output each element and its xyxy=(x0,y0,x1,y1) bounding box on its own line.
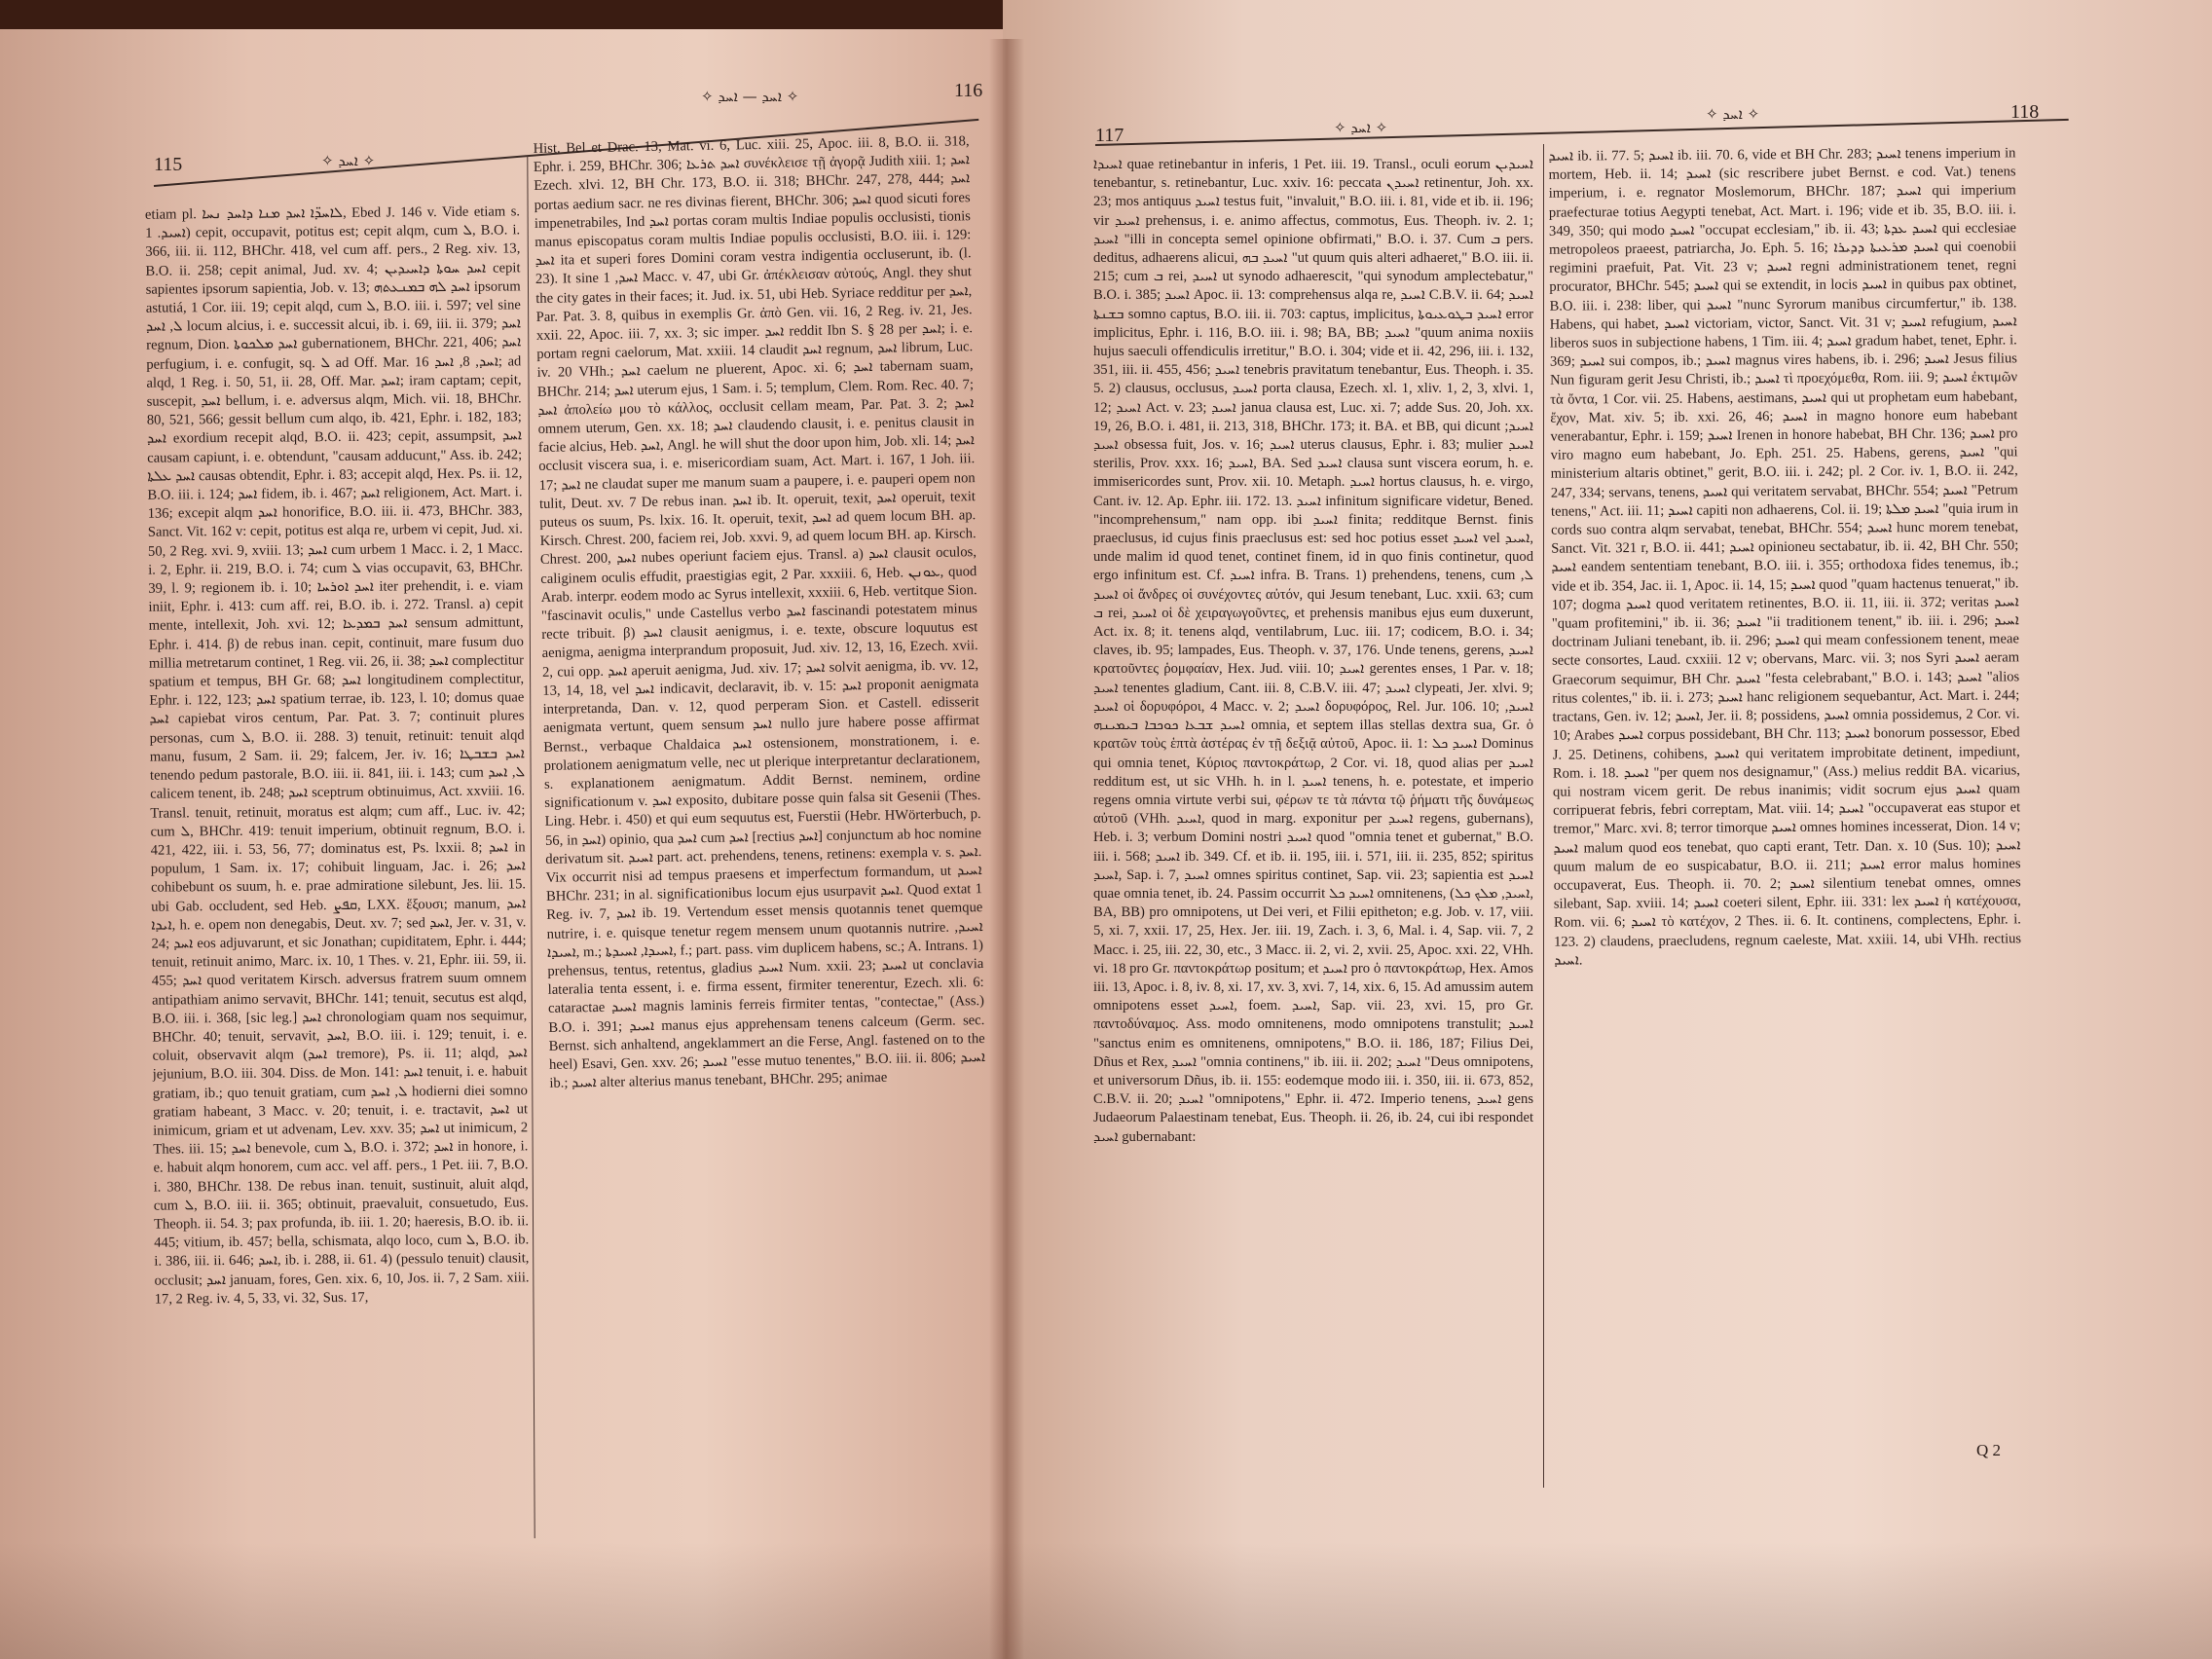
signature-mark: Q 2 xyxy=(1976,1441,2002,1459)
header-ornament-right-1: ✧ ܐܚܕ ✧ xyxy=(1334,119,1388,136)
page-shadow xyxy=(0,1542,1003,1659)
header-ornament-right-2: ✧ ܐܚܕ ✧ xyxy=(1706,105,1760,123)
page-number-118: 118 xyxy=(2010,101,2040,123)
page-number-117: 117 xyxy=(1095,125,1124,146)
column-3-text: ܐܚܝܕܐ quae retinebantur in inferis, 1 Pet. iii. 19. Transl., oculi eorum ܐܚܝܕܝܢ tenebantur, s. retinebantur, Luc. xxiv. 16: peccata ܐܚܝܕܢ retinentur, Joh. xx. 23; mos antiquus ܐܚܝܕ testus fuit, "invaluit," B.O. iii. i. 81, vide et ib. ii. 196; vir ܐܚܝܕ prehensus, i. e. animo affectus, commotus, Eus. Theoph. iv. 2. 1; ܐܚܝܕ "illi in concepta semel opinione obfirmati," B.O. i. 37. Cum ܒ pers. deditus, adhaerens alicui, ܐܚܝܕ ܒܗ "ut quum quis alteri adhaeret," B.O. iii. ii. 215; cum ܒ rei, ܐܚܝܕ ut synodo adhaerescit, "qui synodum amplectebatur," B.O. i. 385; ܐܚܝܕ Apoc. ii. 13: comprehensus alqa re, ܐܚܝܕ C.B.V. ii. 64; ܐܚܝܕ ܒܫܢܬܐ somno captus, B.O. iii. ii. 703: captus, implicitus, ܐܚܝܕ ܒܛܘܥܝܘܬܐ error implicitus, Ephr. i. 116, B.O. iii. i. 98; BA, BB; ܐܚܝܕ "quum anima noxiis hujus saeculi offendiculis irretitur," B.O. i. 304; vide et ii. 42, 296, iii. i. 132, 351, iii. ii. 455, 456; ܐܚܝܕ tenebris pravitatum tenebantur, Eus. Theoph. i. 35. 5. 2) clausus, occlusus, ܐܚܝܕ porta clausa, Ezech. xl. 1, xliv. 1, 2, 3, xlvi. 1, 12; ܐܚܝܕ Act. v. 23; ܐܚܝܕ janua clausa est, Luc. xi. 7; adde Sus. 20, Joh. xx. 19, 26, B.O. i. 481, ii. 213, 318, BHChr. 173; it. BA. et BB, qui dicunt ܐܚܝܕ; ܐܚܝܕ obsessa fuit, Jos. v. 16; ܐܚܝܕ uterus clausus, Ephr. i. 83; mulier ܐܚܝܕ sterilis, Prov. xxx. 16; ܐܚܝܕ, BA. Sed ܐܚܝܕ clausa sunt viscera eorum, h. e. immisericordes sunt, Prov. xii. 10. Metaph. ܐܚܝܕ hortus clausus, h. e. virgo, Cant. iv. 12. Ap. Ephr. iii. 172. 13. ܐܚܝܕ infinitum significare videtur, Bened. "incomprehensum," nam opp. ibi ܐܚܝܕ finita; redditque Bernst. finis praeclusus, id cujus finis praeclusus est: sed hoc potius esset ܐܚܝܕ vel ܐܚܝܕ, unde malim id quod tenet, continet finem, id in quo finis continetur, quod ergo infinitum est. Cf. ܐܚܝܕ infra. B. Trans. 1) prehendens, tenens, cum ܠ, ܐܚܝܕ οἱ ἄνδρες οἱ συνέχοντες αὐτόν, qui Jesum tenebant, Luc. xxii. 63; cum ܒ rei, ܐܚܝܕ οἱ δὲ χειραγωγοῦντες, et prehensis manibus ejus eum duxerunt, Act. ix. 8; it. tenens alqd, ventilabrum, Luc. iii. 17; codicem, B.O. i. 34; claves, ib. 95; lampades, Eus. Theoph. v. 37, 176. Unde tenens, gerens, ܐܚܝܕ κρατοῦντες ῥομφαίαν, Hex. Jud. viii. 10; ܐܚܝܕ gerentes enses, 1 Par. v. 18; ܐܚܝܕ tenentes gladium, Cant. iii. 8, C.B.V. iii. 47; ܐܚܝܕ clypeati, Jer. xlvi. 9; ܐܚܝܕ οἱ δορυφόροι, 4 Macc. v. 2; ܐܚܝܕ δορυφόρος, Rel. Jur. 106. 10; ܐܚܝܕ, ܐܚܝܕ ܫܒܥܐ ܟܘܟܒܐ ܒܝܡܝܢܗ omnia, et septem illas stellas dextra sua, Gr. ὁ κρατῶν τοὺς ἑπτὰ ἀστέρας ἐν τῇ δεξιᾷ αὐτοῦ, Apoc. ii. 1: ܐܚܝܕ ܟܠ Dominus qui omnia tenet, Κύριος παντοκράτωρ, 2 Cor. vi. 18, quod alias per ܐܚܝܕ redditum est, ut sic VHh. h. in l. ܐܚܝܕ tenens, h. e. potestate, et imperio regens omnia virtute verbi sui, φέρων τε τὰ πάντα τῷ ῥήματι τῆς δυνάμεως αὐτοῦ (VHh. ܐܚܝܕ, quod in marg. exponitur per ܐܚܝܕ regens, gubernans), Heb. i. 3; verbum Domini nostri ܐܚܝܕ quod "omnia tenet et gubernat," B.O. iii. i. 568; ܐܚܝܕ ib. 349. Cf. et ib. ii. 195, iii. i. 571, iii. ii. 235, 852; spiritus ܐܚܝܕ, Sap. i. 7, ܐܚܝܕ omnes spiritus continet, Sap. vii. 23; sapientia est ܐܚܝܕ quae omnia tenet, ib. 24. Passim occurrit ܐܚܝܕ ܟܠ omnitenens, (ܐܚܝܕ, ܡܠܟ ܟܠ, BA, BB) pro omnipotens, ut Dei veri, et Filii epitheton; e.g. Job. v. 17, viii. 5, xi. 7, xxii. 17, 25, Hex. Jer. iii. 19, Zach. i. 3, 6, Mal. i. 4, Sap. vii. 7, 2 Macc. i. 25, iii. 22, 30, etc., 3 Macc. ii. 2, vi. 2, xvii. 25, Apoc. xxi. 22, VHh. vi. 18 pro Gr. παντοκράτωρ positum; et ܐܚܝܕ pro ὁ παντοκράτωρ, Hex. Amos iii. 13, Apoc. i. 8, iv. 8, xi. 17, xv. 3, xvi. 7, 14, xix. 6, 15. Ad amussim autem omnipotens esset ܐܚܝܕ, foem. ܐܚܝܕ, Sap. vii. 23, xvi. 15, pro Gr. παντοδύναμος. Ass. modo omnitenens, modo omnipotens transtulit; ܐܚܝܕ "sanctus enim es omnitenens, omnipotens," B.O. ii. 186, 187; Filius Dei, Dñus et Rex, ܐܚܝܕ "omnia continens," ib. iii. ii. 202; ܐܚܝܕ "Deus omnipotens, et universorum Dñus, ib. ii. 155: eodemque modo iii. i. 350, iii. ii. 673, 852, C.B.V. ii. 20; ܐܚܝܕ "omnipotens," Ephr. ii. 472. Imperio tenens, ܐܚܝܕ gens Judaeorum Palaestinam tenebat, Eus. Theoph. ii. 26, ib. 24, cui ibi respondet ܐܚܝܕ gubernabant: xyxy=(1093,157,1533,1145)
left-page xyxy=(0,29,1003,1659)
header-ornament-left: ✧ ܐܚܕ ✧ xyxy=(321,152,376,169)
column-4 xyxy=(1548,144,2024,1432)
header-ornament-center: ✧ ܐܚܕ — ܐܚܕ ✧ xyxy=(701,88,799,105)
column-divider-right xyxy=(1543,144,1544,1488)
column-2-text: Hist. Bel et Drac. 13, Mat. vi. 6, Luc. xiii. 25, Apoc. iii. 8, B.O. ii. 318, Ephr. i. 259, BHChr. 306; ܐܚܕ ܬܪܥܐ συνέκλεισε τῇ ἀγορᾷ Judith xiii. 1; ܐܚܕ Ezech. xlvi. 12, BH Chr. 173, B.O. ii. 318; BHChr. 247, 278, 444; ܐܚܕ portas aedium sacr. ne res divinas fierent, BHChr. 306; ܐܚܕ quod sicuti fores impenetrabiles, Ind ܐܚܕ portas coram multis Indiae populis occlusisti, tionis manus episcopatus coram multis Indiae populis occlusisti, B.O. iii. i. 129: ܐܚܕ ita et superi fores Domini coram vestra indigentia occluserunt, ib. (l. 23). It sine ܐܚܕ, 1 Macc. v. 47, ubi Gr. ἀπέκλεισαν αὐτούς, Angl. they shut the city gates in their faces; it. Jud. ix. 51, ubi Heb. Syriace redditur per ܐܚܕ, Par. Pat. 3. 8, quibus in exemplis Gr. ἀπὸ Gen. vii. 16, 2 Reg. iv. 21, Jes. xxii. 22, Apoc. iii. 7, xx. 3; sic imper. ܐܚܕ reddit Ibn S. § 28 per ܐܚܕ; i. e. portam regni caelorum, Mat. xxiii. 14 claudit ܐܚܕ regnum, ܐܚܕ librum, Luc. iv. 20 VHh.; ܐܚܕ caelum ne pluerent, Apoc. xi. 6; ܐܚܕ tabernam suam, BHChr. 214; ܐܚܕ uterum ejus, 1 Sam. i. 5; templum, Clem. Rom. Rec. 40. 7; ܐܚܕ ἀπολείω μου τὸ κάλλος, occlusit cellam meam, Par. Pat. 3. 2; ܐܚܕ omnem uterum, Gen. xx. 18; ܐܚܕ claudendo clausit, i. e. penitus clausit in facie alcius, Heb. ܐܚܕ, Angl. he will shut the door upon him, Job. xli. 14; ܐܚܕ occlusit viscera sua, i. e. misericordiam suam, Act. Mart. i. 167, 1 Joh. iii. 17; ܐܚܕ ne claudat super me manum suam a paupere, i. e. pauperi opem non tulit, Deut. xv. 7 De rebus inan. ܐܚܕ ib. It. operuit, texit, ܐܚܕ operuit, texit puteus os suum, Ps. lxix. 16. It. operuit, texit, ܐܚܕ ad quem locum BH. ap. Kirsch. Chrest. 200, faciem rei, Job. xxvi. 9, ad quem locum BH. ap. Kirsch. Chrest. 200, ܐܚܕ nubes operiunt faciem ejus. Transl. a) ܐܚܕ clausit oculos, caliginem oculis effudit, praestigias egit, 2 Par. xxxiii. 6, Heb. ܥܘܢܢ, quod Arab. interpr. eodem modo ac Syrus intellexit, xxxiii. 6, Heb. vertitque Sion. "fascinavit oculis," unde Castellus verbo ܐܚܕ fascinandi potestatem minus recte tribuit. β) ܐܚܕ clausit aenigmus, i. e. texte, obscure loquutus est aenigma, aenigma interprandum proposuit, Jud. xiv. 12, 13, 16, Ezech. xvii. 2, cui opp. ܐܚܕ aperuit aenigma, Jud. xiv. 17; ܐܚܕ solvit aenigma, ib. vv. 12, 13, 14, 18, vel ܐܚܕ indicavit, declaravit, ib. v. 15: ܐܚܕ proponit aenigmata interpretanda, Dan. v. 12, quod perperam Sion. et Castell. edisserit aenigmata vertunt, quem sensum ܐܚܕ nullo jure habere posse affirmat Bernst., verbaque Chaldaica ܐܚܕ ostensionem, monstrationem, i. e. prolationem aenigmatum velle, nec ut plerique interpretantur declarationem, s. explanationem aenigmatum. Addit Bernst. neminem, ordine significationum v. ܐܚܕ exposito, dubitare posse quin falsa sit Gesenii (Thes. Ling. Hebr. i. 450) et qui eum sequutus est, Fuerstii (Hebr. HWörterbuch, p. 56, in ܐܚܕ) opinio, qua ܐܚܕ cum ܐܚܕ [rectius ܐܚܕ] conjunctum ab hoc nomine derivatum sit. ܐܚܝܕ part. act. prehendens, tenens, retinens: exempla v. s. ܐܚܕ. Vix occurrit nisi ad tempus praesens et imperfectum formandum, ut ܐܚܝܕ BHChr. 231; in al. significationibus locum ejus usurpavit ܐܚܕ. Quod extat 1 Reg. iv. 7, ܐܚܕ ib. 19. Vertendum esset mensis quotannis tenet quemque nutrire, i. e. quisque tenetur regem mensem unum quotannis nutrire. ܐܚܝܕ, ܐܚܝܕܐ, m.; ܐܚܝܕܐ, ܐܚܝܕܬܐ, f.; part. pass. vim duplicem habens, sc.; A. Intrans. 1) prehensus, tentus, retentus, gladius ܐܚܝܕ Num. xxii. 23; ܐܚܝܕ ut conclavia lateralia tenta essent, i. e. firma essent, firmiter tenerentur, Ezech. xli. 6: cataractae ܐܚܝܕ magnis laminis ferreis firmiter tentas, "contectae," (Ass.) B.O. i. 391; ܐܚܝܕ manus ejus apprehensam tenens calceum (Germ. sec. Bernst. sich anhaltend, angeklammert an die Ferse, Angl. fastened on to the heel) Esavi, Gen. xxv. 26; ܐܚܝܕ "esse mutuo tenentes," B.O. iii. ii. 806; ܐܚܝܕ ib.; ܐܚܝܕ alter alterius manus tenebant, BHChr. 295; animae xyxy=(533,133,986,1092)
column-3 xyxy=(1093,156,1533,1480)
column-4-text: ܐܚܝܕ ib. ii. 77. 5; ܐܚܝܕ ib. iii. 70. 6, vide et BH Chr. 283; ܐܚܝܕ tenens imperium in mortem, Heb. ii. 14; ܐܚܝܕ (sic rescribere jubet Bernst. e cod. Vat.) tenens imperium, i. e. regnator Moslemorum, BHChr. 187; ܐܚܝܕ qui imperium praefecturae totius Aegypti tenebat, Act. Mart. i. 196; vide et ib. 35, B.O. iii. i. 349, 350; qui modo ܐܚܝܕ "occupat ecclesiam," ib. ii. 43; ܐܚܝܕ ܥܕܬܐ qui ecclesiae metropoleos praeest, patriarcha, Jo. Eph. 5. 16; ܐܚܝܕ ܡܪܥܝܬܐ ܕܕܝܪܐ qui coenobii regimini praefuit, Pat. Vit. 23 v; ܐܚܝܕ regni administrationem tenet, regni procurator, BHChr. 545; ܐܚܝܕ qui se extendit, in locis ܐܚܝܕ in quibus pax obtinet, B.O. iii. i. 238: liber, qui ܐܚܝܕ "nunc Syrorum manibus circumfertur," ib. 138. Habens, qui habet, ܐܚܝܕ victoriam, victor, Sanct. Vit. 31 v; ܐܚܝܕ refugium, ܐܚܝܕ liberos suos in subjectione habens, 1 Tim. iii. 4; ܐܚܝܕ gradum habet, tenet, Ephr. i. 369; ܐܚܝܕ sui compos, ib.; ܐܚܝܕ magnus vires habens, ib. i. 296; ܐܚܝܕ Jesus filius Nun figuram gerit Jesu Christi, ib.; ܐܚܝܕ τὶ προεχόμεθα, Rom. iii. 9; ܐܚܝܕ ἐκτιμῶν τὰ ὄντα, 1 Cor. vii. 25. Habens, aestimans, ܐܚܝܕ qui ut prophetam eum habebant, ἔχον, Mat. xiv. 5; ib. xxi. 26, 46; ܐܚܝܕ in magno honore eum habebant venerabantur, Ephr. i. 159; ܐܚܝܕ Irenen in honore habebat, BH Chr. 136; ܐܚܝܕ pro viro magno eum habebant, Jo. Eph. 251. 25. Habens, gerens, ܐܚܝܕ "qui ministerium altaris obtinet," gerit, B.O. iii. i. 242; pl. 2 Cor. iv. 1, B.O. ii. 242, 247, 334; servans, tenens, ܐܚܝܕ qui veritatem servabat, BHChr. 554; ܐܚܝܕ "Petrum tenens," Act. iii. 11; ܐܚܝܕ capiti non adhaerens, Col. ii. 19; ܐܚܝܕ ܡܠܬܐ "quia irum in cords suo contra alqm servabat, tenebat, BHChr. 554; ܐܚܝܕ hunc morem tenebat, Sanct. Vit. 321 r, B.O. ii. 441; ܐܚܝܕ opinioneu sectabatur, ib. ii. 42, BH Chr. 550; ܐܚܝܕ eandem sententiam tenebant, B.O. iii. i. 355; orthodoxa fides tenemus, ib.; vide et ib. 354, Jac. ii. 1, Apoc. ii. 14, 15; ܐܚܝܕ quod "quam hactenus tenuerat," ib. 107; dogma ܐܚܝܕ quod veritatem retinentes, B.O. ii. 11, iii. ii. 372; veritas ܐܚܝܕ "quam profitemini," ib. ii. 36; ܐܚܝܕ "ii traditionem tenent," ib. iii. i. 296; ܐܚܝܕ doctrinam Juliani tenebant, ib. ii. 296; ܐܚܝܕ qui meam confessionem tenent, meae secte consortes, Laud. cxxiii. 12 v; obervans, Marc. vii. 3; nos Syri ܐܚܝܕ aeram Graecorum sequimur, BH Chr. ܐܚܝܕ "festa celebrabant," B.O. i. 143; ܐܚܝܕ "alios ritus colentes," ib. ii. i. 273; ܐܚܝܕ hanc religionem sequebantur, Act. Mart. i. 244; tractans, Gen. iv. 12; ܐܚܝܕ, Jer. ii. 8; possidens, ܐܚܝܕ omnia possidemus, 2 Cor. vi. 10; Arabes ܐܚܝܕ corpus possidebant, BH Chr. 113; ܐܚܝܕ bonorum possessor, Ebed J. 25. Detinens, cohibens, ܐܚܝܕ qui veritatem improbitate detinent, impediunt, Rom. i. 18. ܐܚܝܕ "per quem nos designamur," (Ass.) melius reddit BA. vicarius, qui nostram vicem gerit. De rebus inanimis; vidit socrum ejus ܐܚܝܕ quam corripuerat febris, febri correptam, Mat. viii. 14; ܐܚܝܕ "occupaverat eas stupor et tremor," Marc. xvi. 8; terror timorque ܐܚܝܕ omnes homines incesserat, Dion. 14 v; ܐܚܝܕ malum quod eos tenebat, quo capti erant, Tetr. Dan. x. 10 (Sus. 10); ܐܚܝܕ quum malum de eo suspicabatur, B.O. ii. 211; ܐܚܝܕ error malus homines occupaverat, Eus. Theoph. ii. 70. 2; ܐܚܝܕ silentium tenebat omnes, omnes silebant, Sap. xviii. 14; ܐܚܝܕ coeteri silent, Ephr. iii. 331: lex ܐܚܝܕ ἡ κατέχουσα, Rom. vii. 6; ܐܚܝܕ τὸ κατέχον, 2 Thes. ii. 6. It. continens, complectens, Ephr. i. 123. 2) claudens, praecludens, regnum caeleste, Mat. xxiii. 14, ubi VHh. rectius ܐܚܝܕ. xyxy=(1548,145,2022,969)
header-rule-right xyxy=(1095,119,2069,146)
column-1-text: etiam pl. ܠܐܚܕ̈ܐ ܐܚܕ ܡܢܐ ܕܐܚܕ ܢܚܐ, Ebed J. 146 v. Vide etiam s. ܐܚܝܕ. 1) cepit, occupavit, potitus est; cepit alqm, cum ܠ, B.O. i. 366, iii. ii. 112, BHChr. 418, vel cum aff. pers., 2 Reg. xiv. 13, B.O. ii. 258; cepit animal, Jud. xv. 4; ܐܚܕ ܚܘܬܐ ܕܐܚܝܕܝܢ cepit sapientes ipsorum sapientia, Job. v. 13; ܐܚܕ ܠܗ ܒܡܢܥܬܗ ipsorum astutiá, 1 Cor. iii. 19; cepit alqd, cum ܠ, B.O. iii. i. 597; vel sine ܠ, ܐܚܕ locum alcius, i. e. successit alcui, ib. i. 69, iii. ii. 379; ܐܚܕ regnum, Dion. ܐܚܕ ܡܠܟܘܬܐ gubernationem, BHChr. 221, 406; ܐܚܕ perfugium, i. e. confugit, sq. ܠ ad Off. Mar. ܐܚܕ, 8, ܐܚܕ 16; ad alqd, 1 Reg. i. 50, 51, ii. 28, Off. Mar. ܐܚܕ; iram captam; cepit, suscepit, ܐܚܕ bellum, i. e. adversus alqm, Mich. vii. 18, BHChr. 80, 521, 566; gessit bellum cum alqo, ib. 421, Ephr. i. 182, 183; ܐܚܕ exordium recepit alqd, B.O. ii. 423; cepit, assumpsit, ܐܚܕ causam capiunt, i. e. obtendunt, "causam adducunt," Ass. ib. 242; ܐܚܕ ܥܠܬܐ causas obtendit, Ephr. i. 83; accepit alqd, Hex. Ps. ii. 12, B.O. iii. i. 124; ܐܚܕ fidem, ib. i. 467; ܐܚܕ religionem, Act. Mart. i. 136; excepit alqm ܐܚܕ honorifice, B.O. iii. ii. 473, BHChr. 383, Sanct. Vit. 162 v: cepit, potitus est alqa re, urbem vi cepit, Jud. xi. 50, 2 Reg. xvi. 9, xviii. 13; ܐܚܕ cum urbem 1 Macc. i. 2, 1 Macc. i. 2, Ephr. ii. 219, B.O. i. 74; cum ܠ vias occupavit, 63, BHChr. 39, l. 9; regionem ib. i. 10; ܐܚܕ ܐܘܪܚܐ iter prehendit, i. e. viam iniit, Ephr. i. 413: cum aff. rei, B.O. ib. i. 272. Transl. a) cepit mente, intellexit, Joh. xvi. 12; ܐܚܕ ܒܡܕܥܐ sensum admittunt, Ephr. i. 414. β) de rebus inan. cepit, continuit, mare fusum duo millia metretarum continet, 1 Reg. vii. 26, ii. 38; ܐܚܕ complectitur spatium et tempus, BH Gr. 68; ܐܚܕ longitudinem complectitur, Ephr. i. 122, 123; ܐܚܕ spatium terrae, ib. 123, l. 10; domus quae ܐܚܕ capiebat viros centum, Par. Pat. 3. 7; continuit plures personas, cum ܠ, B.O. ii. 288. 3) tenuit, retinuit: tenuit alqd manu, fusum, 2 Sam. ii. 29; falcem, Jer. iv. 16; ܐܚܕ ܒܫܒܛܐ tenendo pedum pastorale, B.O. iii. ii. 841, iii. i. 143; cum ܠ, ܐܚܕ calicem tenent, ib. 248; ܐܚܕ sceptrum obtinuimus, Act. xxviii. 16. Transl. tenuit, retinuit, moratus est alqm; cum aff., Luc. iv. 42; cum ܠ, BHChr. 419: tenuit imperium, obtinuit regnum, B.O. i. 421, 422, iii. i. 53, 56, 77; dominatus est, Ps. lxxii. 8; ܐܚܕ in populum, 1 Sam. ix. 17; cohibuit linguam, Jac. i. 26; ܐܚܕ cohibebunt os suum, h. e. prae admiratione silebunt, Jes. lii. 15. ubi Gab. occludent, sed Heb. ܩܦܨ, LXX. ἕξουσι; manum, ܐܚܕ ܐܝܕܐ, h. e. opem non denegabis, Deut. xv. 7; sed ܐܚܕ, Jer. v. 31, v. 24; ܐܚܕ eos adjuvarunt, et sic Jonathan; cupiditatem, Ephr. i. 444; tenuit, retinuit animo, Marc. ix. 10, 1 Thes. v. 21, Ephr. iii. 59, ii. 455; ܐܚܕ quod veritatem Kirsch. adversus fratrem suum omnem antipathiam animo servavit, BHChr. 141; tenuit, secutus est alqd, B.O. iii. i. 368, [sic leg.] ܐܚܕ chronologiam quam nos sequimur, BHChr. 40; tenuit, servavit, ܐܚܕ, B.O. iii. i. 129; tenuit, i. e. coluit, observavit alqm (ܐܚܕ tremore), Ps. ii. 11; alqd, ܐܚܕ jejunium, B.O. iii. 304. Diss. de Mon. 141: ܐܚܕ tenuit, i. e. habuit gratiam, ib.; quo tenuit gratiam, cum ܠ, ܐܚܕ hodierni diei somno gratiam habeant, 3 Macc. v. 20; tenuit, i. e. tractavit, ܐܚܕ ut inimicum, griam et ut advenam, Lev. xxv. 35; ܐܚܕ ut inimicum, 2 Thes. iii. 15; ܐܚܕ benevole, cum ܠ, B.O. i. 372; ܐܚܕ in honore, i. e. habuit alqm honorem, cum acc. vel aff. pers., 1 Pet. iii. 7, B.O. i. 380, BHChr. 138. De rebus inan. tenuit, sustinuit, aluit alqd, cum ܠ, B.O. iii. ii. 365; obtinuit, praevaluit, consuetudo, Eus. Theoph. ii. 54. 3; pax profunda, ib. iii. 1. 20; haeresis, B.O. ib. ii. 445; vitium, ib. 457; bella, schismata, alqo loco, cum ܠ, B.O. ib. i. 386, iii. ii. 646; ܐܚܕ, ib. i. 288, ii. 61. 4) (pessulo tenuit) clausit, occlusit; ܐܚܕ januam, fores, Gen. xix. 6, 10, Jos. ii. 7, 2 Sam. xiii. 17, 2 Reg. iv. 4, 5, 33, vi. 32, Sus. 17, xyxy=(144,203,530,1308)
column-2 xyxy=(533,132,993,1542)
page-number-116: 116 xyxy=(954,80,983,101)
right-page xyxy=(1003,0,2212,1659)
page-shadow-right xyxy=(1003,1542,2212,1659)
page-number-115: 115 xyxy=(154,154,183,175)
book-gutter xyxy=(989,39,1024,1659)
column-1 xyxy=(145,203,532,1564)
